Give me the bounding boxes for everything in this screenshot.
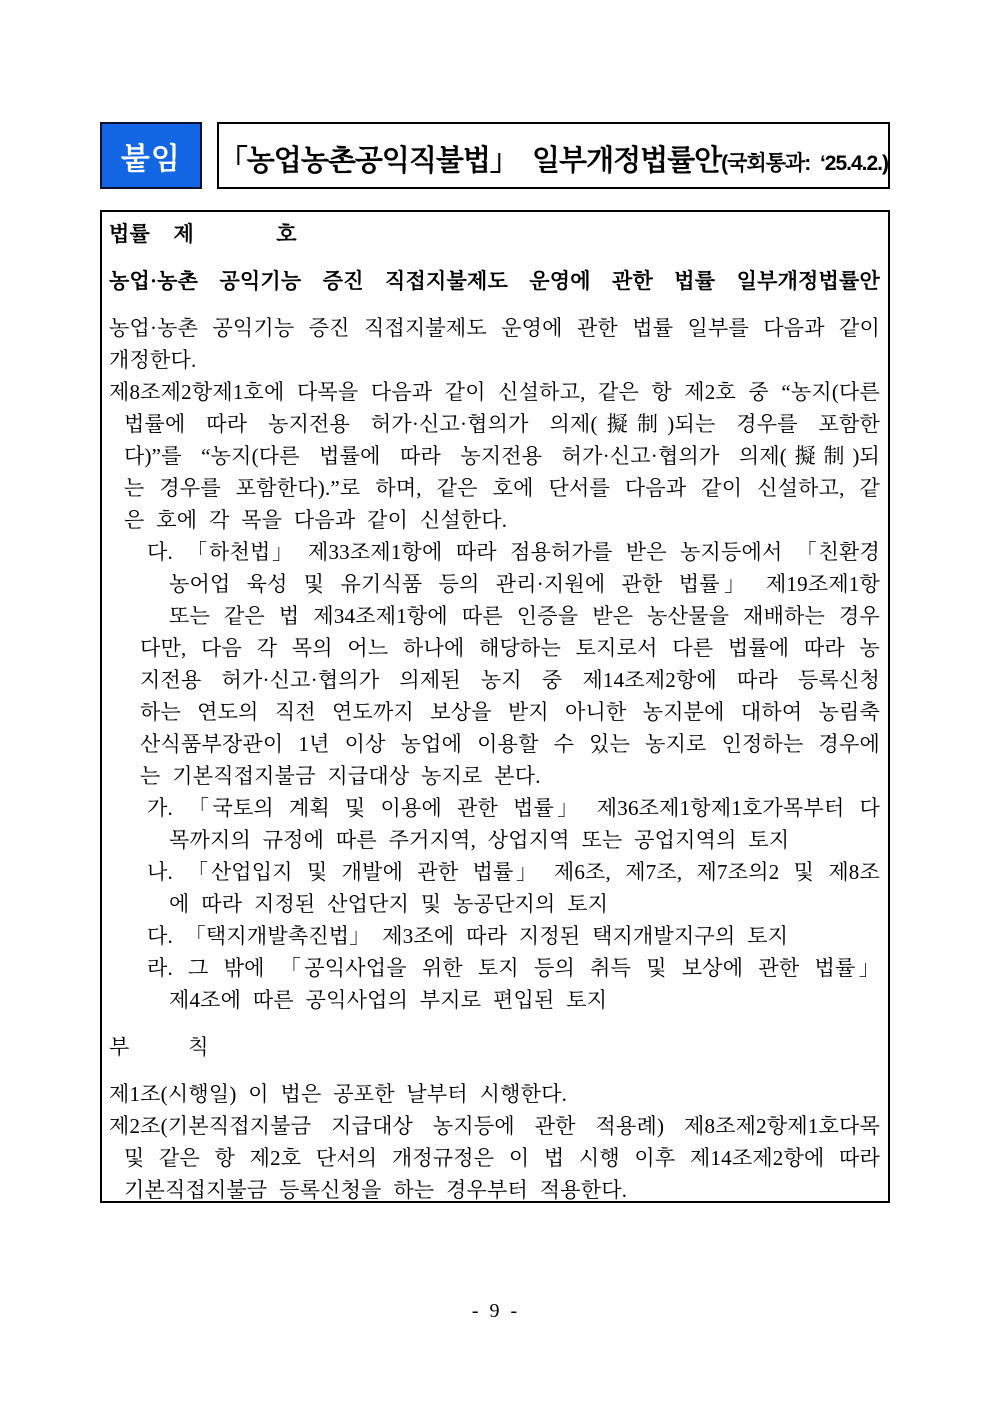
title-box xyxy=(217,122,890,189)
law-line: 다)”를 “농지(다른 법률에 따라 농지전용 허가·신고·협의가 의제(擬制)되 xyxy=(124,444,880,468)
page-number: - 9 - xyxy=(471,1300,521,1322)
law-line: 은 호에 각 목을 다음과 같이 신설한다. xyxy=(124,508,508,532)
law-line: 제2조(기본직접지불금 지급대상 농지등에 관한 적용례) 제8조제2항제1호다목 xyxy=(109,1114,880,1138)
law-line: 다. 「하천법」 제33조제1항에 따라 점용허가를 받은 농지등에서 「친환경 xyxy=(147,540,880,564)
law-text-box xyxy=(100,210,890,1203)
blank-line xyxy=(109,1016,880,1031)
law-line: 및 같은 항 제2호 단서의 개정규정은 이 법 시행 이후 제14조제2항에 따라 xyxy=(124,1146,880,1170)
law-line: 다. 「택지개발촉진법」 제3조에 따라 지정된 택지개발지구의 토지 xyxy=(147,924,789,948)
law-line: 는 경우를 포함한다).”로 하며, 같은 호에 단서를 다음과 같이 신설하고, 같 xyxy=(124,476,880,500)
law-line: 농업·농촌 공익기능 증진 직접지불제도 운영에 관한 법률 일부를 다음과 같이 xyxy=(109,316,880,340)
law-line: 제8조제2항제1호에 다목을 다음과 같이 신설하고, 같은 항 제2호 중 “농지(다른 xyxy=(109,380,880,404)
law-line: 목까지의 규정에 따른 주거지역, 상업지역 또는 공업지역의 토지 xyxy=(169,828,790,852)
law-line: 부 칙 xyxy=(109,1035,209,1059)
law-line: 지전용 허가·신고·협의가 의제된 농지 중 제14조제2항에 따라 등록신청 xyxy=(140,668,880,692)
law-line: 기본직접지불금 등록신청을 하는 경우부터 적용한다. xyxy=(124,1178,628,1202)
law-line: 법률에 따라 농지전용 허가·신고·협의가 의제(擬制)되는 경우를 포함한 xyxy=(124,412,880,436)
blank-line xyxy=(109,250,880,265)
law-line: 에 따라 지정된 산업단지 및 농공단지의 토지 xyxy=(169,892,609,916)
header xyxy=(100,122,890,189)
law-line: 개정한다. xyxy=(109,348,197,372)
law-line: 는 기본직접지불금 지급대상 농지로 본다. xyxy=(140,764,541,788)
law-line: 라. 그 밖에 「공익사업을 위한 토지 등의 취득 및 보상에 관한 법률」 xyxy=(147,956,880,980)
blank-line xyxy=(109,297,880,312)
law-line: 농어업 육성 및 유기식품 등의 관리·지원에 관한 법률」 제19조제1항 xyxy=(169,572,880,596)
law-line: 가. 「국토의 계획 및 이용에 관한 법률」 제36조제1항제1호가목부터 다 xyxy=(147,796,880,820)
law-line: 다만, 다음 각 목의 어느 하나에 해당하는 토지로서 다른 법률에 따라 농 xyxy=(140,636,880,660)
blank-line xyxy=(109,1063,880,1078)
law-line: 제1조(시행일) 이 법은 공포한 날부터 시행한다. xyxy=(109,1082,568,1106)
law-line: 농업·농촌 공익기능 증진 직접지불제도 운영에 관한 법률 일부개정법률안 xyxy=(109,269,880,293)
document-title: 「농업농촌공익직불법」 일부개정법률안 xyxy=(218,145,722,177)
law-line: 법률 제 호 xyxy=(109,222,297,246)
law-line: 또는 같은 법 제34조제1항에 따른 인증을 받은 농산물을 재배하는 경우 xyxy=(169,604,880,628)
attachment-badge: 붙임 xyxy=(100,122,202,189)
document-title-suffix: (국회통과: ‘25.4.2.) xyxy=(721,152,888,175)
law-line: 산식품부장관이 1년 이상 농업에 이용할 수 있는 농지로 인정하는 경우에 xyxy=(140,732,880,756)
law-line: 제4조에 따른 공익사업의 부지로 편입된 토지 xyxy=(169,988,608,1012)
law-line: 하는 연도의 직전 연도까지 보상을 받지 아니한 농지분에 대하여 농림축 xyxy=(140,700,880,724)
law-line: 나. 「산업입지 및 개발에 관한 법률」 제6조, 제7조, 제7조의2 및 제8조 xyxy=(147,860,880,884)
